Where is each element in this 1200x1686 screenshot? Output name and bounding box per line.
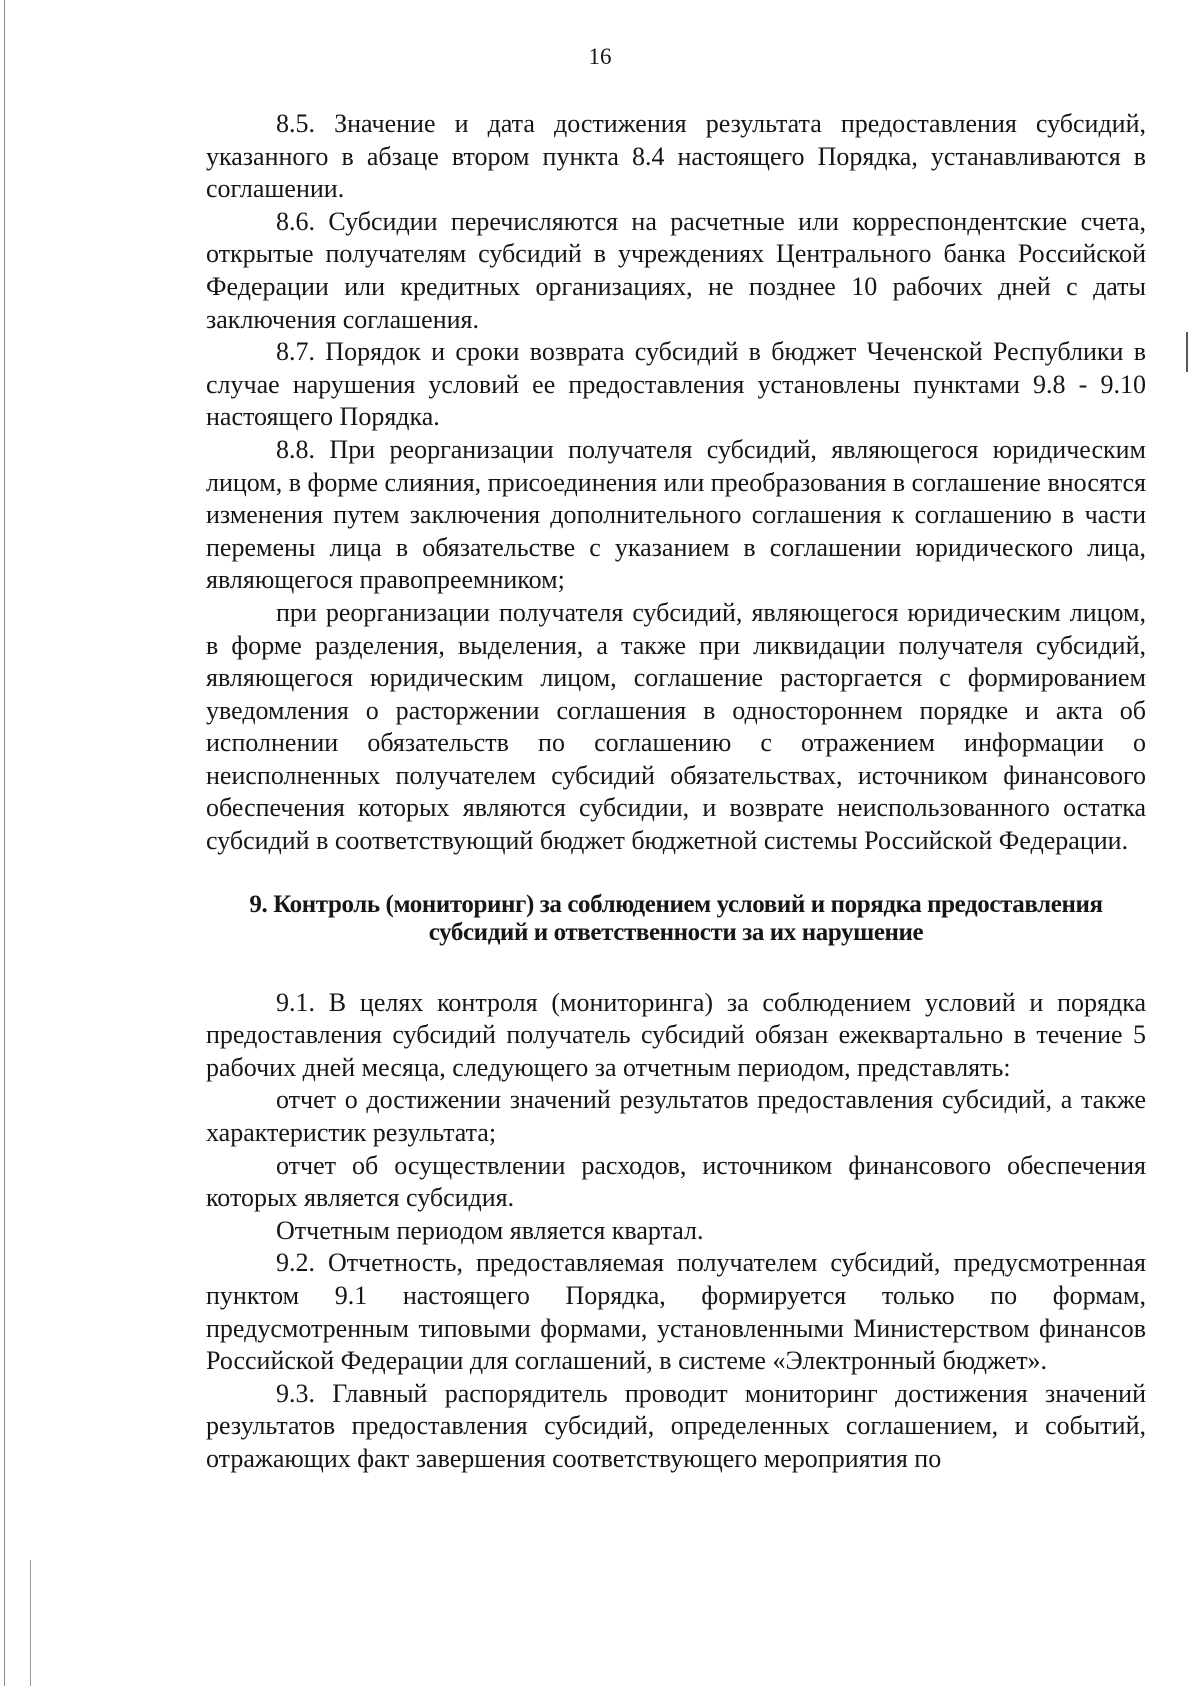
- paragraph-9-3: 9.3. Главный распорядитель проводит мониторинг достижения значений результатов предоставления субсидий, определенных соглашением, и событий, отражающих факт завершения соответствующего мероприятия по: [206, 1378, 1146, 1473]
- paragraph-9-1-report-expenses: отчет об осуществлении расходов, источником финансового обеспечения которых является субсидия.: [206, 1150, 1146, 1213]
- scan-edge-line-lower: [30, 1560, 31, 1686]
- scan-margin-mark: [1186, 332, 1188, 372]
- paragraph-8-6: 8.6. Субсидии перечисляются на расчетные или корреспондентские счета, открытые получателям субсидий в учреждениях Центрального банка Российской Федерации или кредитных организациях, не позднее 10 рабочих дней с даты заключения соглашения.: [206, 206, 1146, 334]
- section-9-heading: 9. Контроль (мониторинг) за соблюдением условий и порядка предоставления субсидий и ответственности за их нарушение: [249, 890, 1103, 946]
- paragraph-8-5: 8.5. Значение и дата достижения результата предоставления субсидий, указанного в абзаце втором пункта 8.4 настоящего Порядка, устанавливаются в соглашении.: [206, 109, 1146, 204]
- paragraph-8-7: 8.7. Порядок и сроки возврата субсидий в бюджет Чеченской Республики в случае нарушения условий ее предоставления установлены пунктами 9.8 - 9.10 настоящего Порядка.: [206, 337, 1146, 432]
- paragraph-9-1: 9.1. В целях контроля (мониторинга) за соблюдением условий и порядка предоставления субсидий получатель субсидий обязан ежеквартально в течение 5 рабочих дней месяца, следующего за отчетным периодом, представлять:: [206, 987, 1146, 1082]
- paragraph-8-8: 8.8. При реорганизации получателя субсидий, являющегося юридическим лицом, в форме слияния, присоединения или преобразования в соглашение вносятся изменения путем заключения дополнительного соглашения к соглашению в части перемены лица в обязательстве с указанием в соглашении юридического лица, являющегося правопреемником;: [206, 434, 1146, 595]
- paragraph-8-8-liquidation: при реорганизации получателя субсидий, являющегося юридическим лицом, в форме разделения, выделения, а также при ликвидации получателя субсидий, являющегося юридическим лицом, соглашение расторгается с формированием уведомления о расторжении соглашения в одностороннем порядке и акта об исполнении обязательств по соглашению с отражением информации о неисполненных получателем субсидий обязательствах, источником финансового обеспечения которых являются субсидии, и возврате неиспользованного остатка субсидий в соответствующий бюджет бюджетной системы Российской Федерации.: [206, 597, 1146, 856]
- paragraph-9-1-period: Отчетным периодом является квартал.: [276, 1215, 704, 1245]
- page-number: 16: [588, 44, 612, 69]
- paragraph-9-2: 9.2. Отчетность, предоставляемая получателем субсидий, предусмотренная пунктом 9.1 настоящего Порядка, формируется только по формам, предусмотренным типовыми формами, установленными Министерством финансов Российской Федерации для соглашений, в системе «Электронный бюджет».: [206, 1248, 1146, 1376]
- document-body: [206, 108, 1146, 1476]
- scan-edge-line: [4, 0, 5, 1686]
- paragraph-9-1-report-results: отчет о достижении значений результатов предоставления субсидий, а также характеристик результата;: [206, 1085, 1146, 1148]
